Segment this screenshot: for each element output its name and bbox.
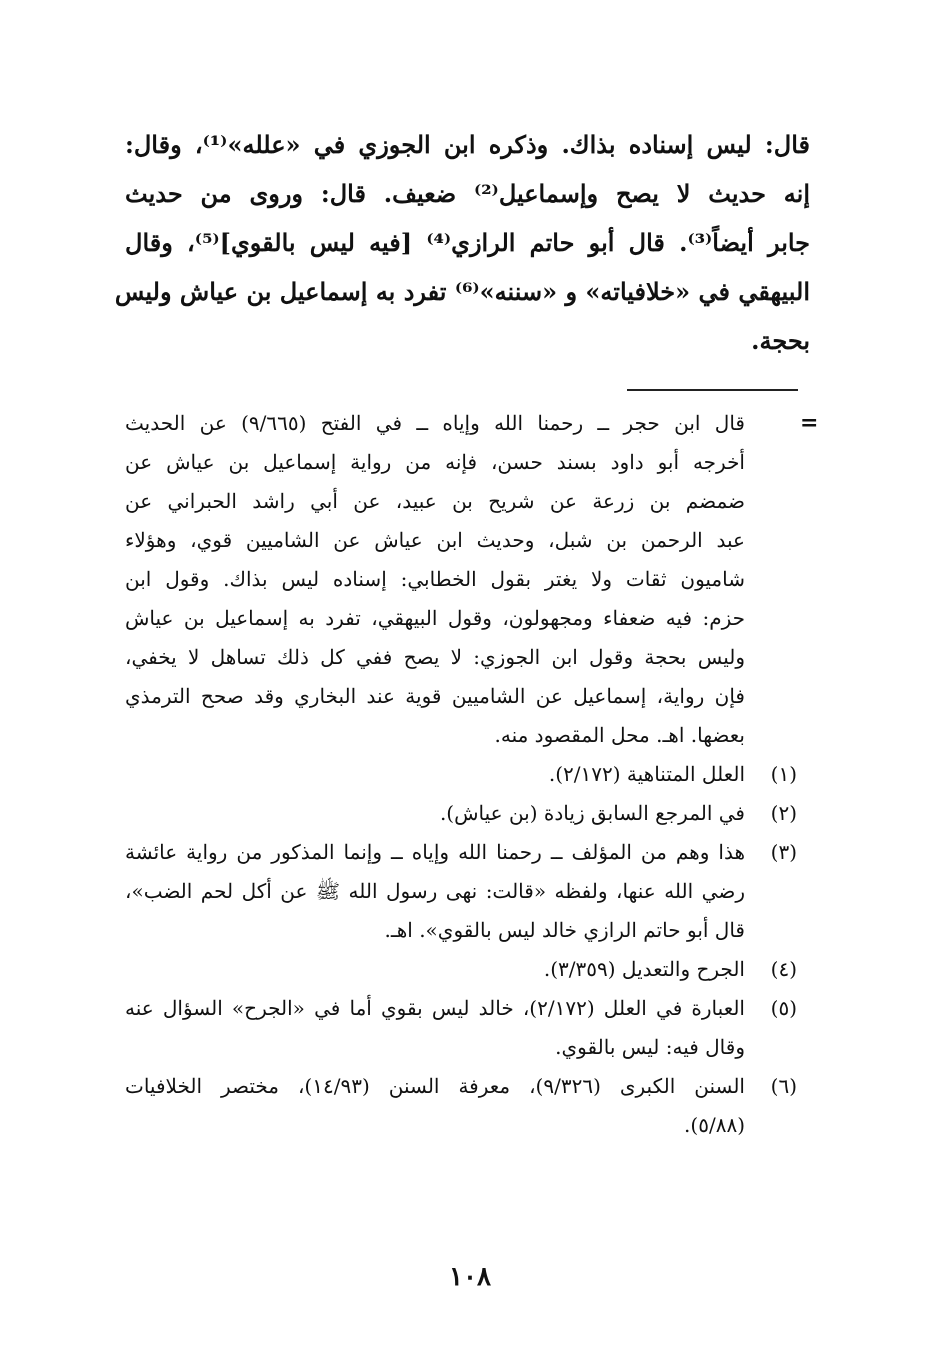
footnote-line: قال أبو حاتم الرازي خالد ليس بالقوي». اهـ. [384, 918, 745, 942]
page-number: ١٠٨ [449, 1262, 491, 1292]
footnote-number: (٥) [770, 996, 797, 1020]
footnote-item [125, 989, 797, 1067]
main-text-line: جابر أيضاً⁽³⁾. قال أبو حاتم الرازي⁽⁴⁾ [فيه ليس بالقوي]⁽⁵⁾، وقال [125, 228, 811, 257]
footnote-continuation [125, 404, 797, 755]
footnote-item [125, 950, 797, 989]
footnote-number: (٤) [770, 957, 797, 981]
footnote-line: العلل المتناهية (٢/١٧٢). [548, 762, 745, 786]
footnote-line: في المرجع السابق زيادة (بن عياش). [439, 801, 745, 825]
footnote-line: وليس بحجة وقول ابن الجوزي: لا يصح ففي كل ذلك تساهل لا يخفي، [125, 645, 745, 669]
main-text-line: بحجة. [751, 326, 810, 355]
main-text-line: البيهقي في «خلافياته» و «سننه»⁽⁶⁾ تفرد به إسماعيل بن عياش وليس [114, 277, 810, 306]
footnote-line: قال ابن حجر ــ رحمنا الله وإياه ــ في الفتح (٩/٦٦٥) عن الحديث [125, 411, 745, 435]
footnote-line: عبد الرحمن بن شبل، وحديث ابن عياش عن الشاميين قوي، وهؤلاء [125, 528, 745, 552]
footnote-item [125, 1067, 797, 1145]
footnote-line: ضمضم بن زرعة عن شريح بن عبيد، عن أبي راشد الحبراني عن [125, 489, 745, 513]
main-text-line: إنه حديث لا يصح وإسماعيل⁽²⁾ ضعيف. قال: وروى من حديث [125, 179, 811, 208]
main-text-line: قال: ليس إسناده بذاك. وذكره ابن الجوزي في «علله»⁽¹⁾، وقال: [125, 130, 810, 159]
footnote-line: رضي الله عنها، ولفظه «قالت: نهى رسول الله ﷺ عن أكل لحم الضب»، [125, 879, 745, 903]
footnote-item [125, 755, 797, 794]
footnote-line: وقال فيه: ليس بالقوي. [555, 1035, 745, 1059]
footnote-continuation-mark: = [800, 410, 819, 436]
footnote-line: فإن رواية، إسماعيل عن الشاميين قوية عند البخاري وقد صحح الترمذي [125, 684, 745, 708]
footnotes [125, 404, 797, 1145]
footnote-line: هذا وهم من المؤلف ــ رحمنا الله وإياه ــ وإنما المذكور من رواية عائشة [125, 840, 745, 864]
footnote-line: بعضها. اهـ. محل المقصود منه. [494, 723, 745, 747]
footnote-separator [627, 389, 798, 391]
footnote-number: (١) [770, 762, 797, 786]
footnote-item [125, 794, 797, 833]
footnote-line: أخرجه أبو داود بسند حسن، فإنه من رواية إسماعيل بن عياش عن [125, 450, 745, 474]
footnote-number: (٦) [770, 1074, 797, 1098]
footnote-line: حزم: فيه ضعفاء ومجهولون، وقول البيهقي، تفرد به إسماعيل بن عياش [125, 606, 745, 630]
footnote-line: شاميون ثقات ولا يغتر بقول الخطابي: إسناده ليس بذاك. وقول ابن [125, 567, 745, 591]
footnote-line: العبارة في العلل (٢/١٧٢)، خالد ليس بقوي أما في «الجرح» السؤال عنه [125, 996, 745, 1020]
footnote-item [125, 833, 797, 950]
footnote-number: (٢) [770, 801, 797, 825]
footnote-number: (٣) [770, 840, 797, 864]
main-text [114, 120, 811, 365]
footnote-line: السنن الكبرى (٩/٣٢٦)، معرفة السنن (١٤/٩٣)، مختصر الخلافيات [125, 1074, 745, 1098]
footnote-line: (٥/٨٨). [684, 1113, 745, 1137]
footnote-line: الجرح والتعديل (٣/٣٥٩). [543, 957, 745, 981]
